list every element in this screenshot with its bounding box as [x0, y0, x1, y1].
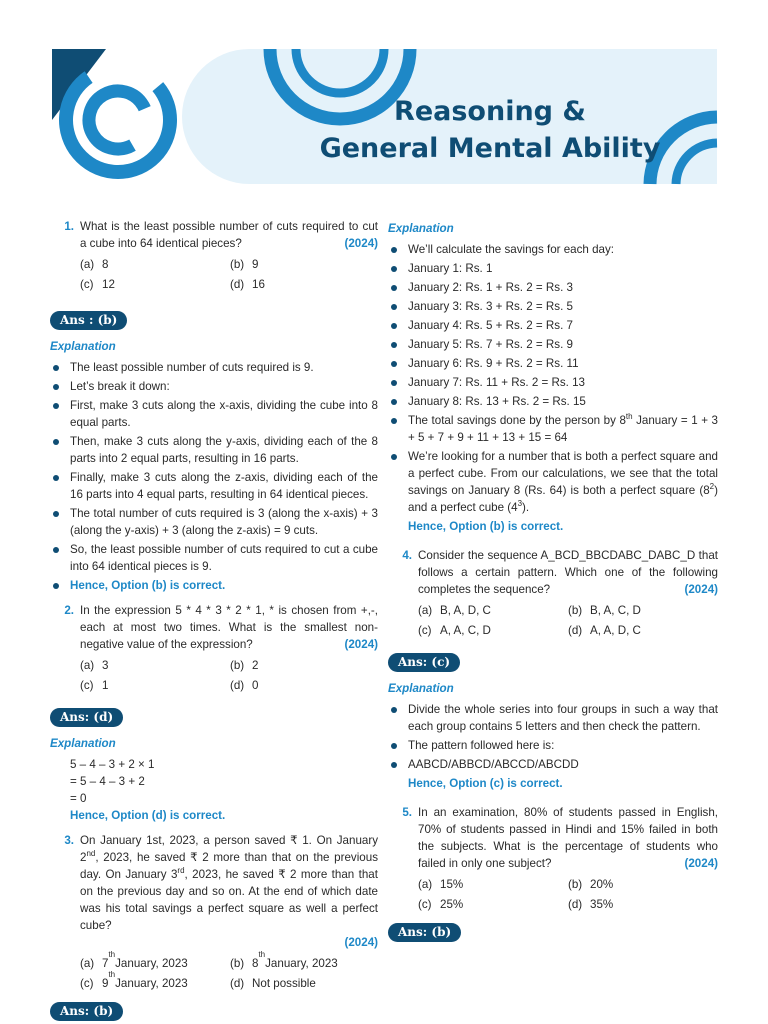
- list-item: We’re looking for a number that is both a perfect square and a perfect cube. From our calculations, we see that the total savings on January 8 (Rs. 64) is both a perfect square $(8^2)$ and a perfect cube $(4^3)$.: [388, 448, 718, 516]
- list-item: January 8: Rs. 13 + Rs. 2 = Rs. 15: [388, 393, 718, 410]
- option-a: (a) B, A, D, C: [418, 604, 491, 617]
- options-grid: [50, 950, 378, 992]
- step: 5 – 4 – 3 + 2 × 1: [70, 758, 155, 771]
- question-text: In an examination, 80% of students passed in English, 70% of students passed in Hindi and 15% failed in both the subjects. What is the percentage of students who failed in only one subject?: [418, 806, 718, 870]
- options-grid: [388, 602, 718, 639]
- option-c: (c) 12: [80, 278, 115, 291]
- list-item: January 5: Rs. 7 + Rs. 2 = Rs. 9: [388, 336, 718, 353]
- question-number: 2.: [64, 604, 74, 617]
- option-a: (a) 7 th January, 2023: [80, 950, 188, 970]
- option-a: (a) 3: [80, 659, 109, 672]
- options-grid: [50, 256, 378, 293]
- list-item: January 3: Rs. 3 + Rs. 2 = Rs. 5: [388, 298, 718, 315]
- question-1: [50, 218, 378, 252]
- explanation-heading: Explanation: [388, 222, 454, 235]
- list-item: January 6: Rs. 9 + Rs. 2 = Rs. 11: [388, 355, 718, 372]
- question-text: On January 1st, 2023, a person saved ₹ 1. On January 2nd, 2023, he saved ₹ 2 more than that on the previous day. On January 3rd, 2023, he saved ₹ 2 more than that on the previous day and so on. At the end of which date was his total savings a perfect square as well a perfect cube? (2024): [80, 834, 378, 949]
- list-item: January 4: Rs. 5 + Rs. 2 = Rs. 7: [388, 317, 718, 334]
- option-d: (d) A, A, D, C: [568, 624, 641, 637]
- question-number: 1.: [64, 220, 74, 233]
- year-tag: (2024): [684, 857, 718, 870]
- list-item: So, the least possible number of cuts required to cut a cube into 64 identical pieces is 9.: [50, 541, 378, 575]
- left-ring-inner: [78, 80, 157, 159]
- conclusion: Hence, Option (d) is correct.: [70, 809, 226, 822]
- answer-badge: Ans: (b): [388, 923, 461, 942]
- option-c: (c) 9 th January, 2023: [80, 970, 188, 990]
- list-item: The pattern followed here is:: [388, 737, 718, 754]
- option-b: (b) 2: [230, 659, 259, 672]
- option-c: (c) A, A, C, D: [418, 624, 491, 637]
- question-4: [388, 547, 718, 598]
- option-d: (d) Not possible: [230, 977, 316, 990]
- option-d: (d) 0: [230, 679, 259, 692]
- answer-badge: Ans: (b): [50, 1002, 123, 1021]
- explanation-list: [50, 359, 378, 594]
- conclusion: Hence, Option (b) is correct.: [50, 577, 378, 594]
- list-item: Then, make 3 cuts along the y-axis, dividing each of the 8 parts into 2 equal parts, resulting in 16 parts.: [50, 433, 378, 467]
- answer-badge: Ans : (b): [50, 311, 127, 330]
- list-item: Divide the whole series into four groups in such a way that each group contains 5 letters and then check the pattern.: [388, 701, 718, 735]
- question-3: [50, 832, 378, 951]
- list-item: We’ll calculate the savings for each day:: [388, 241, 718, 258]
- right-column: [388, 218, 718, 948]
- conclusion: Hence, Option (c) is correct.: [408, 777, 563, 790]
- option-c: (c) 25%: [418, 898, 464, 911]
- question-text: What is the least possible number of cuts required to cut a cube into 64 identical pieces?: [80, 220, 378, 250]
- list-item: January 7: Rs. 11 + Rs. 2 = Rs. 13: [388, 374, 718, 391]
- option-b: (b) B, A, C, D: [568, 604, 641, 617]
- explanation-heading: Explanation: [388, 682, 454, 695]
- explanation-list: [388, 241, 718, 516]
- left-ring-outer: [45, 47, 192, 194]
- option-b: (b) 20%: [568, 878, 614, 891]
- left-column: [50, 218, 378, 1024]
- page-title-line1: Reasoning &: [394, 96, 586, 127]
- question-number: 3.: [64, 834, 74, 847]
- year-tag: (2024): [344, 936, 378, 949]
- explanation-heading: Explanation: [50, 340, 116, 353]
- option-a: (a) 8: [80, 258, 109, 271]
- year-tag: (2024): [684, 583, 718, 596]
- list-item: Let’s break it down:: [50, 378, 378, 395]
- options-grid: [388, 876, 718, 913]
- question-5: [388, 804, 718, 872]
- list-item: The total number of cuts required is 3 (along the x-axis) + 3 (along the y-axis) + 3 (along the z-axis) = 9 cuts.: [50, 505, 378, 539]
- option-a: (a) 15%: [418, 878, 464, 891]
- list-item: The total savings done by the person by 8th January = 1 + 3 + 5 + 7 + 9 + 11 + 13 + 15 = 64: [388, 412, 718, 446]
- option-d: (d) 35%: [568, 898, 614, 911]
- navy-corner-shape: [52, 49, 106, 120]
- question-2: [50, 602, 378, 653]
- list-item: First, make 3 cuts along the x-axis, dividing the cube into 8 equal parts.: [50, 397, 378, 431]
- page-title-line2: General Mental Ability: [319, 133, 661, 164]
- step: = 5 – 4 – 3 + 2: [70, 775, 145, 788]
- explanation-heading: Explanation: [50, 737, 116, 750]
- list-item: January 2: Rs. 1 + Rs. 2 = Rs. 3: [388, 279, 718, 296]
- question-number: 4.: [402, 549, 412, 562]
- options-grid: [50, 657, 378, 694]
- conclusion: Hence, Option (b) is correct.: [408, 520, 564, 533]
- year-tag: (2024): [344, 638, 378, 651]
- explanation-list: [388, 701, 718, 773]
- step: = 0: [70, 792, 87, 805]
- answer-badge: Ans: (d): [50, 708, 123, 727]
- answer-badge: Ans: (c): [388, 653, 460, 672]
- question-text: Consider the sequence A_BCD_BBCDABC_DABC_D that follows a certain pattern. Which one of the following completes the sequence?: [418, 549, 718, 596]
- question-text: In the expression 5 * 4 * 3 * 2 * 1, * is chosen from +,-, each at most two times. What is the smallest non-negative value of the expression?: [80, 604, 378, 651]
- list-item: January 1: Rs. 1: [388, 260, 718, 277]
- option-c: (c) 1: [80, 679, 109, 692]
- option-d: (d) 16: [230, 278, 265, 291]
- option-b: (b) 8 th January, 2023: [230, 950, 338, 970]
- list-item: Finally, make 3 cuts along the z-axis, dividing each of the 16 parts into 4 equal parts, resulting in 64 identical pieces.: [50, 469, 378, 503]
- list-item: AABCD/ABBCD/ABCCD/ABCDD: [388, 756, 718, 773]
- option-b: (b) 9: [230, 258, 259, 271]
- list-item: The least possible number of cuts required is 9.: [50, 359, 378, 376]
- year-tag: (2024): [344, 237, 378, 250]
- question-number: 5.: [402, 806, 412, 819]
